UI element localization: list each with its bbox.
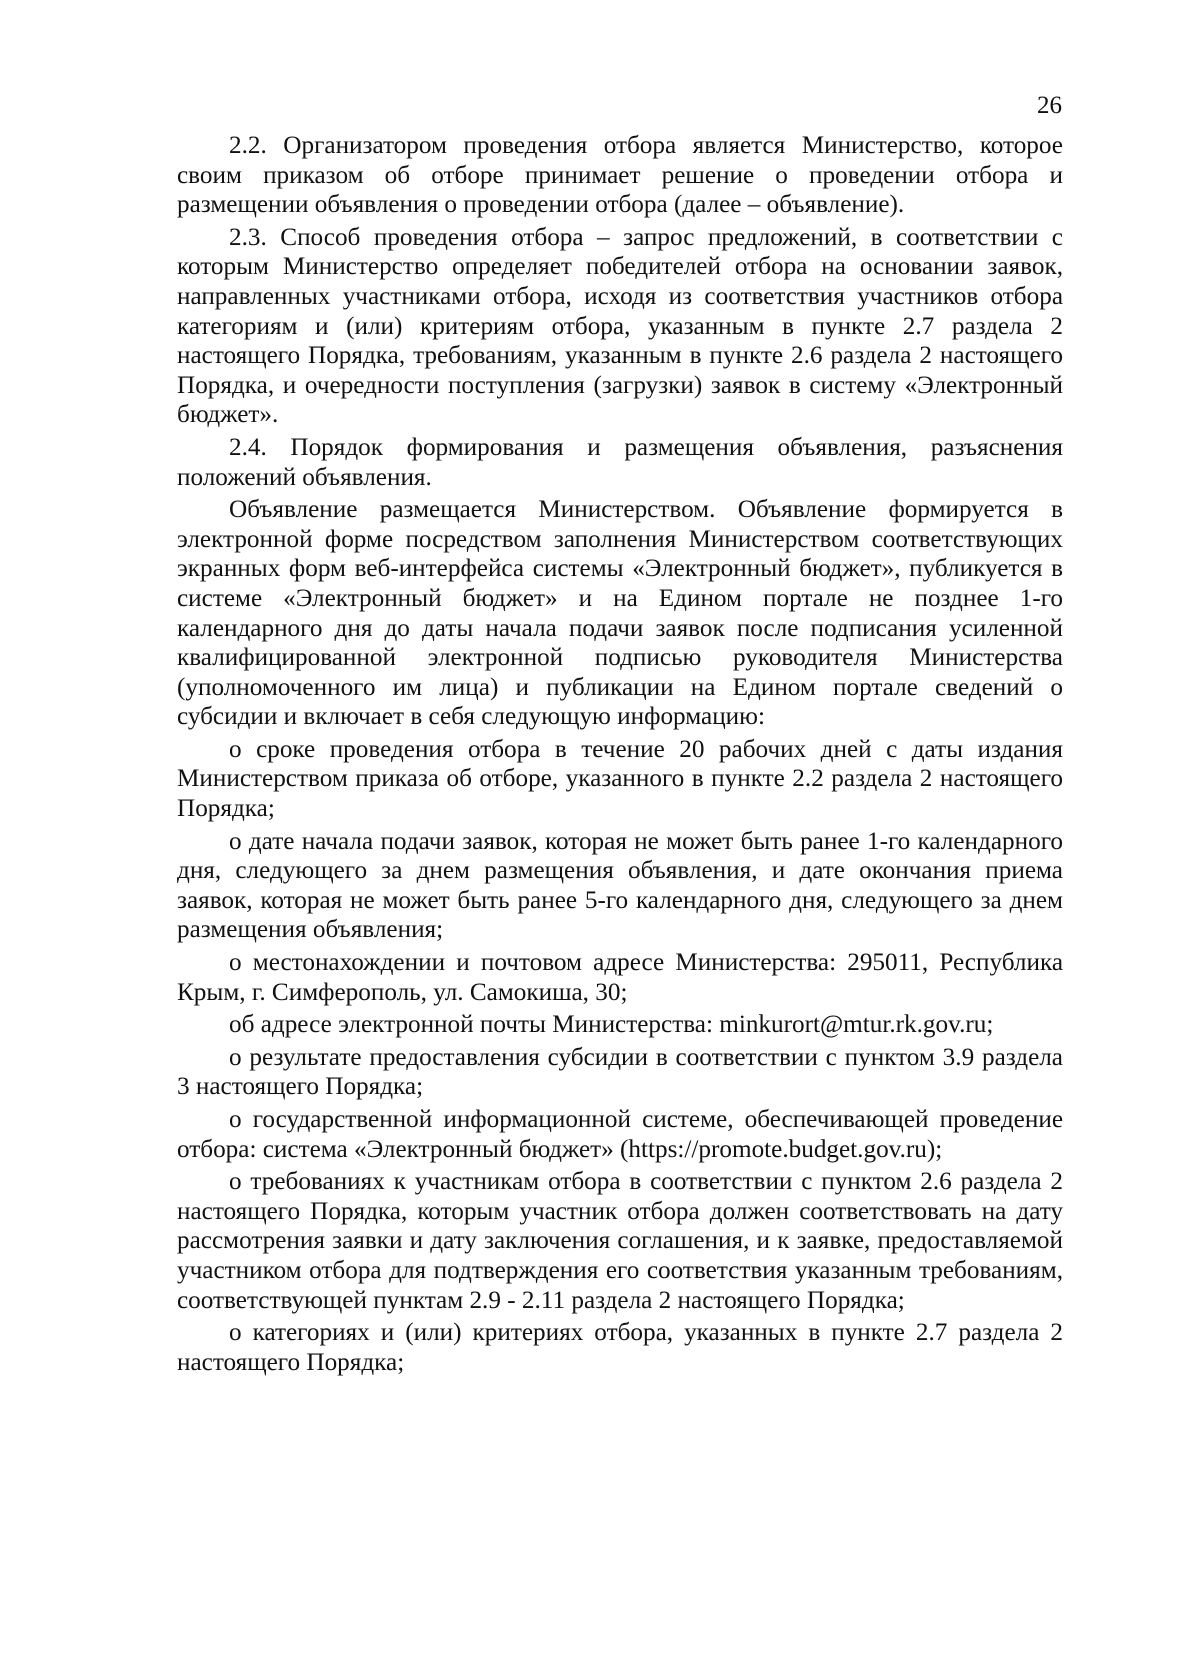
list-item-address: о местонахождении и почтовом адресе Министерства: 295011, Республика Крым, г. Симферополь, ул. Самокиша, 30; bbox=[177, 949, 1063, 1006]
paragraph-announcement: Объявление размещается Министерством. Объявление формируется в электронной форме посредством заполнения Министерством соответствующих экранных форм веб-интерфейса системы «Электронный бюджет», публикуется в системе «Электронный бюджет» и на Едином портале не позднее 1-го календарного дня до даты начала подачи заявок после подписания усиленной квалифицированной электронной подписью руководителя Министерства (уполномоченного им лица) и публикации на Едином портале сведений о субсидии и включает в себя следующую информацию: bbox=[177, 496, 1063, 731]
document-body bbox=[177, 131, 1063, 1377]
list-item-requirements: о требованиях к участникам отбора в соответствии с пунктом 2.6 раздела 2 настоящего Порядка, которым участник отбора должен соответствовать на дату рассмотрения заявки и дату заключения соглашения, и к заявке, предоставляемой участником отбора для подтверждения его соответствия указанным требованиям, соответствующей пунктам 2.9 - 2.11 раздела 2 настоящего Порядка; bbox=[177, 1168, 1063, 1314]
paragraph-2-3: 2.3. Способ проведения отбора – запрос предложений, в соответствии с которым Министерство определяет победителей отбора на основании заявок, направленных участниками отбора, исходя из соответствия участников отбора категориям и (или) критериям отбора, указанным в пункте 2.7 раздела 2 настоящего Порядка, требованиям, указанным в пункте 2.6 раздела 2 настоящего Порядка, и очередности поступления (загрузки) заявок в систему «Электронный бюджет». bbox=[177, 223, 1063, 429]
paragraph-2-2: 2.2. Организатором проведения отбора является Министерство, которое своим приказом об отборе принимает решение о проведении отбора и размещении объявления о проведении отбора (далее – объявление). bbox=[177, 132, 1063, 219]
list-item-criteria: о категориях и (или) критериях отбора, указанных в пункте 2.7 раздела 2 настоящего Порядка; bbox=[177, 1319, 1063, 1376]
list-item-email: об адресе электронной почты Министерства: minkurort@mtur.rk.gov.ru; bbox=[229, 1011, 994, 1039]
list-item-result: о результате предоставления субсидии в соответствии с пунктом 3.9 раздела 3 настоящего Порядка; bbox=[177, 1043, 1063, 1101]
page-number: 26 bbox=[1037, 92, 1062, 119]
paragraph-2-4: 2.4. Порядок формирования и размещения объявления, разъяснения положений объявления. bbox=[177, 433, 1063, 491]
list-item-deadline: о сроке проведения отбора в течение 20 рабочих дней с даты издания Министерством приказа об отборе, указанного в пункте 2.2 раздела 2 настоящего Порядка; bbox=[177, 735, 1063, 823]
list-item-information-system: о государственной информационной системе, обеспечивающей проведение отбора: система «Электронный бюджет» (https://promote.budget.gov.ru); bbox=[177, 1106, 1063, 1163]
list-item-submission-dates: о дате начала подачи заявок, которая не может быть ранее 1-го календарного дня, следующего за днем размещения объявления, и дате окончания приема заявок, которая не может быть ранее 5-го календарного дня, следующего за днем размещения объявления; bbox=[177, 827, 1063, 944]
